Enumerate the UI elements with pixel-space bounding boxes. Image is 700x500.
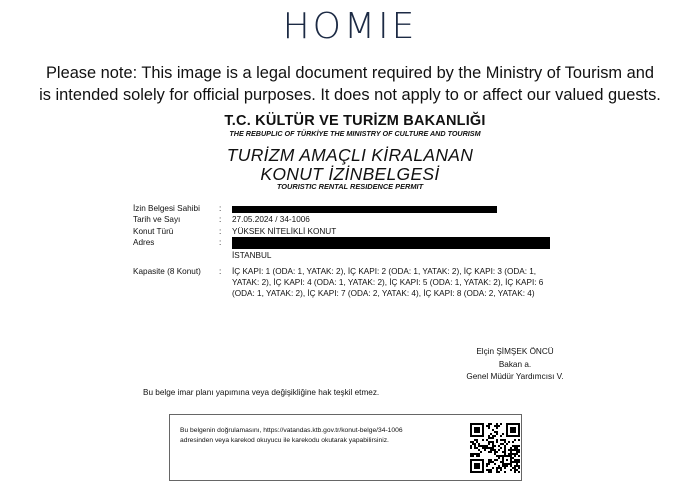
- field-address-label: Adres: [133, 238, 155, 248]
- verification-text: [180, 426, 450, 445]
- redaction-bar-holder: [232, 206, 497, 213]
- field-capacity: [133, 266, 563, 300]
- signatory-name: Elçin ŞİMŞEK ÖNCÜ: [476, 347, 554, 356]
- zoning-plan-note: Bu belge imar planı yapımına veya değişikliğine hak teşkil etmez.: [143, 388, 380, 397]
- ministry-heading-english: THE REBUPLIC OF TÜRKİYE THE MINISTRY OF CULTURE AND TOURISM: [229, 129, 481, 138]
- field-address: [133, 237, 563, 261]
- field-capacity-label: Kapasite (8 Konut): [133, 266, 201, 276]
- verification-line-1: Bu belgenin doğrulamasını, https://vatandas.ktb.gov.tr/konut-belge/34-1006: [180, 427, 403, 434]
- field-colon: :: [219, 238, 222, 248]
- signature-block: [440, 346, 590, 384]
- field-colon: :: [219, 204, 222, 213]
- redaction-bar-address: [232, 237, 550, 249]
- field-colon: :: [219, 215, 222, 225]
- field-date: [133, 214, 563, 225]
- field-type: [133, 226, 563, 237]
- permit-title-english: TOURISTIC RENTAL RESIDENCE PERMIT: [276, 182, 424, 191]
- disclaimer-notice: [10, 62, 690, 106]
- signatory-title: Genel Müdür Yardımcısı V.: [466, 372, 564, 381]
- permit-title: [150, 146, 550, 184]
- brand-logo: HOMIE: [282, 6, 418, 47]
- notice-line-1: Please note: This image is a legal document required by the Ministry of Tourism and: [46, 64, 654, 82]
- field-type-label: Konut Türü: [133, 226, 174, 236]
- field-capacity-value: İÇ KAPI: 1 (ODA: 1, YATAK: 2), İÇ KAPI: 2 (ODA: 1, YATAK: 2), İÇ KAPI: 3 (ODA: 1, YATAK: 2), İÇ KAPI: 4 (ODA: 1, YATAK: 2), İÇ KAPI: 5 (ODA: 1, YATAK: 2), İÇ KAPI: 6 (ODA: 1, YATAK: 2), İÇ KAPI: 7 (ODA: 2, YATAK: 4), İÇ KAPI: 8 (ODA: 2, YATAK: 4): [232, 266, 544, 299]
- verification-line-2: adresinden veya karekod okuyucu ile karekodu okutarak yapabilirsiniz.: [180, 436, 389, 444]
- verification-box: [169, 414, 522, 481]
- permit-title-line-1: TURİZM AMAÇLI KİRALANAN: [226, 145, 474, 165]
- field-colon: :: [219, 226, 222, 236]
- field-date-label: Tarih ve Sayı: [133, 215, 181, 225]
- field-holder-label: İzin Belgesi Sahibi: [133, 204, 200, 213]
- signatory-on-behalf: Bakan a.: [498, 359, 532, 369]
- field-holder: [133, 203, 563, 214]
- qr-code-icon: [470, 423, 520, 473]
- ministry-heading: T.C. KÜLTÜR VE TURİZM BAKANLIĞI: [224, 113, 486, 129]
- permit-title-line-2: KONUT İZİNBELGESİ: [260, 164, 440, 184]
- permit-fields: [133, 203, 563, 300]
- field-address-city: İSTANBUL: [232, 251, 272, 261]
- field-type-value: YÜKSEK NİTELİKLİ KONUT: [232, 226, 337, 236]
- field-colon: :: [219, 266, 222, 276]
- notice-line-2: is intended solely for official purposes. It does not apply to or affect our valued guests.: [39, 86, 661, 104]
- field-date-value: 27.05.2024 / 34-1006: [232, 215, 310, 225]
